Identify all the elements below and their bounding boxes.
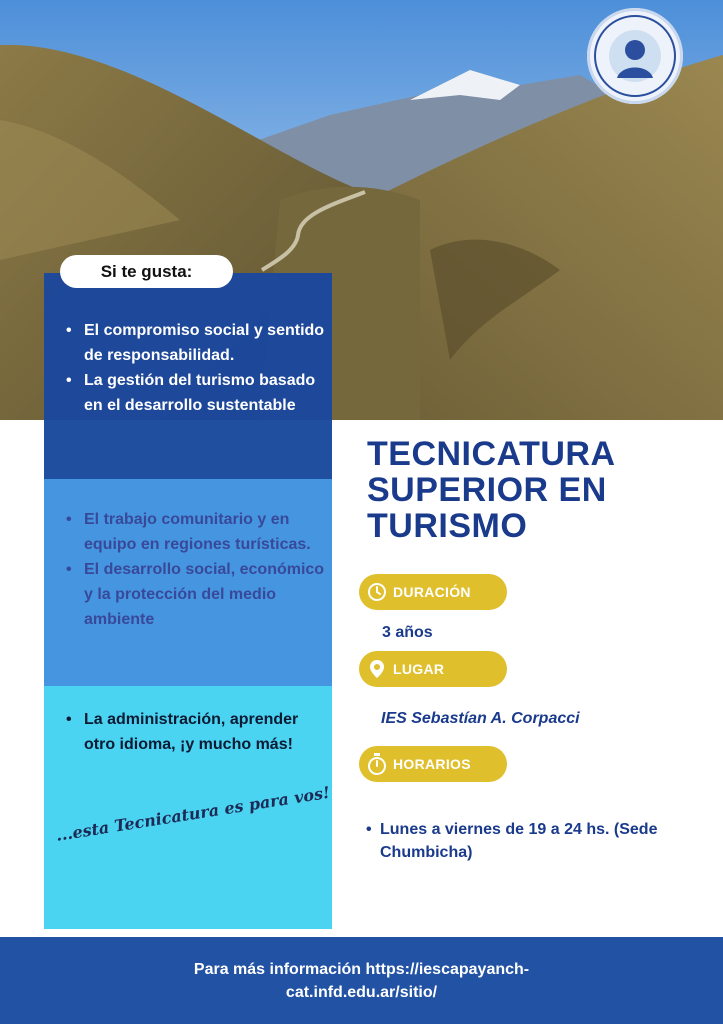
interest-list-3 [66, 707, 326, 757]
lugar-label: LUGAR [393, 661, 445, 677]
list-item: • La administración, aprender otro idioma, ¡y mucho más! [66, 707, 326, 757]
footer-link[interactable]: cat.infd.edu.ar/sitio/ [285, 983, 438, 1001]
interest-list-2 [66, 507, 326, 632]
lugar-value: IES Sebastían A. Corpacci [381, 710, 580, 727]
title-line: TURISMO [367, 507, 528, 545]
duracion-badge [359, 574, 507, 610]
institution-logo [587, 8, 683, 104]
si-te-gusta-badge: Si te gusta: [60, 255, 233, 288]
list-item: • El trabajo comunitario y en equipo en regiones turísticas. [66, 507, 326, 557]
lugar-badge [359, 651, 507, 687]
list-item: • El desarrollo social, económico y la protección del medio ambiente [66, 557, 326, 632]
title-line: TECNICATURA [367, 435, 616, 473]
horarios-badge [359, 746, 507, 782]
list-item: • La gestión del turismo basado en el desarrollo sustentable [66, 368, 326, 418]
program-title [367, 436, 697, 544]
clock-icon [367, 582, 387, 602]
location-pin-icon [367, 659, 387, 679]
stopwatch-icon [367, 753, 387, 775]
horarios-list [366, 818, 686, 864]
duracion-value: 3 años [382, 624, 433, 641]
footer-info [0, 937, 723, 1024]
interest-list-1 [66, 318, 326, 418]
closing-tagline: ...esta Tecnicatura es para vos! [54, 782, 332, 845]
panel-group1-lower [44, 420, 332, 479]
list-item: • El compromiso social y sentido de responsabilidad. [66, 318, 326, 368]
list-item: • Lunes a viernes de 19 a 24 hs. (Sede Chumbicha) [366, 818, 686, 864]
duracion-label: DURACIÓN [393, 584, 471, 600]
footer-line: Para más información https://iescapayanch- [193, 960, 530, 978]
horarios-label: HORARIOS [393, 756, 471, 772]
title-line: SUPERIOR EN [367, 471, 607, 509]
